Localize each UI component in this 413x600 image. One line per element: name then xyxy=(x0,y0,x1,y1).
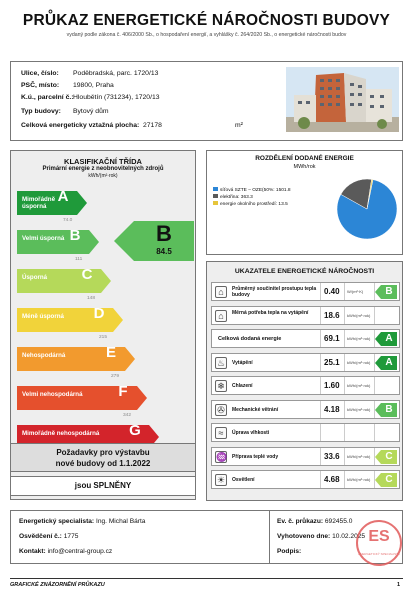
specialist-stamp: ES ENERGETICKÝ SPECIALISTA xyxy=(356,520,402,566)
class-bar-letter: C xyxy=(81,266,93,283)
class-limit-d: 215 xyxy=(99,335,108,340)
indicator-arrow xyxy=(114,221,134,261)
requirement-box: Požadavky pro výstavbu nové budovy od 1.1.2022 xyxy=(10,443,196,472)
indicator-value: 69.1 xyxy=(324,334,340,343)
class-bar-f xyxy=(17,383,137,410)
indicator-name: Osvětlení xyxy=(232,477,255,483)
indicator-row xyxy=(211,400,400,419)
class-limit-e: 279 xyxy=(111,374,120,379)
legend-swatch xyxy=(213,187,218,191)
classification-heading: KLASIFIKAČNÍ TŘÍDA xyxy=(64,157,142,166)
indicator-unit: kWh/(m²·rok) xyxy=(347,453,371,459)
footer-text: GRAFICKÉ ZNÁZORNĚNÍ PRŮKAZU xyxy=(10,582,105,588)
class-bar-label: Nehospodárná xyxy=(22,352,66,359)
indicator-name: Mechanické větrání xyxy=(232,406,279,413)
pie-unit: MWh/rok xyxy=(293,164,316,170)
class-bar-label: Mimořádně úsporná xyxy=(22,196,56,210)
indicator-divider xyxy=(320,330,321,347)
class-bar-letter: D xyxy=(93,305,105,322)
legend-label: energie okolního prostředí: 13.5 xyxy=(220,202,288,207)
indicator-divider xyxy=(344,283,345,300)
current-class-indicator xyxy=(134,221,194,261)
indicator-unit: W/(m²·K) xyxy=(347,289,364,294)
indicator-class-badge xyxy=(375,403,397,417)
indicator-divider xyxy=(374,377,375,394)
indicator-unit: kWh/(m²·rok) xyxy=(347,312,371,318)
class-bar-label: Velmi nehospodárná xyxy=(22,391,83,398)
class-bar-b xyxy=(17,227,89,254)
pie-chart xyxy=(335,177,399,241)
signature-row: Podpis: xyxy=(277,548,302,555)
indicator-divider xyxy=(374,307,375,324)
indicator-value: 0.40 xyxy=(324,287,340,296)
indicator-row xyxy=(211,329,400,348)
issued-row: Vyhotoveno dne: 10.02.2025 xyxy=(277,533,366,540)
indicator-divider xyxy=(320,283,321,300)
indicator-value: 25.1 xyxy=(324,357,340,367)
class-bar-letter: G xyxy=(129,422,141,439)
class-bar-arrow xyxy=(113,308,123,332)
class-bar-arrow xyxy=(77,191,87,215)
pie-heading: ROZDĚLENÍ DODANÉ ENERGIE xyxy=(255,155,354,162)
indicator-name: Chlazení xyxy=(232,383,253,389)
badge-letter: A xyxy=(381,332,397,346)
class-bar-d xyxy=(17,305,113,332)
indicator-divider xyxy=(320,307,321,324)
legend-label: síťová SZTE – OZE(50%: 1501.8 xyxy=(220,188,291,193)
indicator-divider xyxy=(374,424,375,441)
class-bar-letter: E xyxy=(105,344,116,361)
class-bar-letter: A xyxy=(57,188,69,205)
indicator-unit: kWh/(m²·rok) xyxy=(347,406,371,412)
indicator-row xyxy=(211,376,400,395)
class-limit-a: 74.0 xyxy=(63,218,73,223)
indicator-value: 4.18 xyxy=(324,404,340,414)
humidity-icon: ≈ xyxy=(215,427,227,439)
indicator-value: 18.6 xyxy=(324,310,340,320)
contact-box xyxy=(10,510,403,564)
specialist-row: Energetický specialista: Ing. Michal Bárta xyxy=(19,518,146,525)
class-bar-arrow xyxy=(101,269,111,293)
indicator-divider xyxy=(344,401,345,418)
legend-label: elektřina: 363.3 xyxy=(220,195,253,200)
info-row-area: Celková energeticky vztažná plocha: 27178 m² xyxy=(21,122,243,129)
badge-letter: B xyxy=(381,285,397,299)
indicator-unit: kWh/(m²·rok) xyxy=(347,359,371,365)
indicator-name: Celková dodaná energie xyxy=(218,336,282,342)
class-bar-letter: F xyxy=(118,383,128,400)
building-envelope-icon: ⌂ xyxy=(215,286,227,298)
indicator-class-badge xyxy=(375,332,397,346)
badge-letter: C xyxy=(381,450,397,464)
info-row-zip: PSČ, místo: 19800, Praha xyxy=(21,82,114,89)
hot-water-icon: ♒ xyxy=(216,451,228,462)
indicator-name: Měrná potřeba tepla na vytápění xyxy=(232,309,309,316)
indicator-name: Úprava vlhkosti xyxy=(232,430,270,436)
indicator-divider xyxy=(320,448,321,465)
indicator-row xyxy=(211,306,400,325)
indicator-divider xyxy=(344,471,345,488)
contact-row: Kontakt: info@central-group.cz xyxy=(19,548,113,555)
info-row-address: Ulice, číslo: Poděbradská, parc. 1720/13 xyxy=(21,70,159,77)
indicator-class-badge xyxy=(375,356,397,370)
indicator-divider xyxy=(344,354,345,371)
indicator-class-badge xyxy=(375,450,397,464)
lighting-icon: ☀ xyxy=(216,475,226,485)
class-bar-label: Méně úsporná xyxy=(22,313,64,320)
badge-letter: C xyxy=(381,473,397,487)
badge-letter: A xyxy=(381,356,397,370)
indicator-unit: kWh/(m²·rok) xyxy=(347,336,371,341)
ventilation-icon: ✇ xyxy=(215,404,227,416)
classification-unit: kWh/(m²·rok) xyxy=(88,173,118,179)
cert-row: Osvědčení č.: 1775 xyxy=(19,533,79,540)
indicator-name: Průměrný součinitel prostupu tepla budovy xyxy=(232,286,317,298)
legend-swatch xyxy=(213,194,218,198)
ev-row: Ev. č. průkazu: 692455.0 xyxy=(277,518,353,525)
indicator-value: 33.6 xyxy=(324,451,340,461)
badge-letter: B xyxy=(381,403,397,417)
page-number: 1 xyxy=(397,582,401,588)
indicator-divider xyxy=(344,424,345,441)
indicator-unit: kWh/(m²·rok) xyxy=(347,383,371,388)
energy-distribution-box xyxy=(206,150,403,255)
indicator-name: Příprava teplé vody xyxy=(232,453,279,460)
indicator-divider xyxy=(344,377,345,394)
classification-subheading: Primární energie z neobnovitelných zdrojů xyxy=(42,166,164,172)
indicator-divider xyxy=(320,424,321,441)
indicator-row xyxy=(211,423,400,442)
info-row-parcel: K.ú., parcelní č.: Hloubětín (731234), 1720/13 xyxy=(21,94,160,101)
indicator-divider xyxy=(344,448,345,465)
class-limit-b: 111 xyxy=(75,257,83,262)
indicators-panel xyxy=(206,261,403,501)
indicator-row xyxy=(211,353,400,372)
pie-legend-item xyxy=(213,194,333,201)
class-bar-label: Úsporná xyxy=(22,274,48,281)
current-class-value: 84.5 xyxy=(156,247,172,256)
cooling-icon: ❄ xyxy=(215,380,227,392)
indicator-divider xyxy=(320,471,321,488)
class-bar-a xyxy=(17,188,77,215)
indicator-name: Vytápění xyxy=(232,359,253,366)
building-heat-icon: ⌂ xyxy=(215,310,227,322)
indicator-row xyxy=(211,282,400,301)
indicator-value: 4.68 xyxy=(324,475,340,484)
indicator-divider xyxy=(320,401,321,418)
pie-legend xyxy=(213,187,333,208)
indicators-heading: UKAZATELE ENERGETICKÉ NÁROČNOSTI xyxy=(234,268,375,275)
class-bar-label: Velmi úsporná xyxy=(22,235,65,242)
indicator-class-badge xyxy=(375,285,397,299)
document-subtitle: vydaný podle zákona č. 406/2000 Sb., o hospodaření energií, a vyhlášky č. 264/2020 Sb., o energetické náročnosti budov xyxy=(66,32,347,38)
indicator-divider xyxy=(320,377,321,394)
info-row-type: Typ budovy: Bytový dům xyxy=(21,108,109,115)
indicator-row xyxy=(211,447,400,466)
indicator-class-badge xyxy=(375,473,397,487)
class-bar-e xyxy=(17,344,125,371)
indicator-row xyxy=(211,470,400,489)
class-bar-arrow xyxy=(125,347,135,371)
indicator-unit: kWh/(m²·rok) xyxy=(347,477,371,482)
class-bar-label: Mimořádně nehospodárná xyxy=(22,430,100,437)
class-bar-arrow xyxy=(137,386,147,410)
pie-legend-item xyxy=(213,187,333,194)
class-limit-c: 148 xyxy=(87,296,96,301)
class-limit-f: 342 xyxy=(123,413,132,418)
building-info-box xyxy=(10,61,403,141)
class-bar-letter: B xyxy=(69,227,81,244)
indicator-value: 1.60 xyxy=(324,381,340,390)
indicator-divider xyxy=(344,330,345,347)
contact-divider xyxy=(269,511,270,563)
indicator-divider xyxy=(320,354,321,371)
current-class-letter: B xyxy=(156,221,172,246)
indicator-divider xyxy=(344,307,345,324)
heating-icon: ♨ xyxy=(216,357,226,368)
footer-divider xyxy=(10,578,403,579)
pie-legend-item xyxy=(213,201,333,208)
document-title: PRŮKAZ ENERGETICKÉ NÁROČNOSTI BUDOVY xyxy=(22,12,391,29)
class-bar-arrow xyxy=(89,230,99,254)
requirement-status: jsou SPLNĚNY xyxy=(10,476,196,496)
building-photo xyxy=(286,67,399,132)
class-bar-c xyxy=(17,266,101,293)
legend-swatch xyxy=(213,201,218,205)
